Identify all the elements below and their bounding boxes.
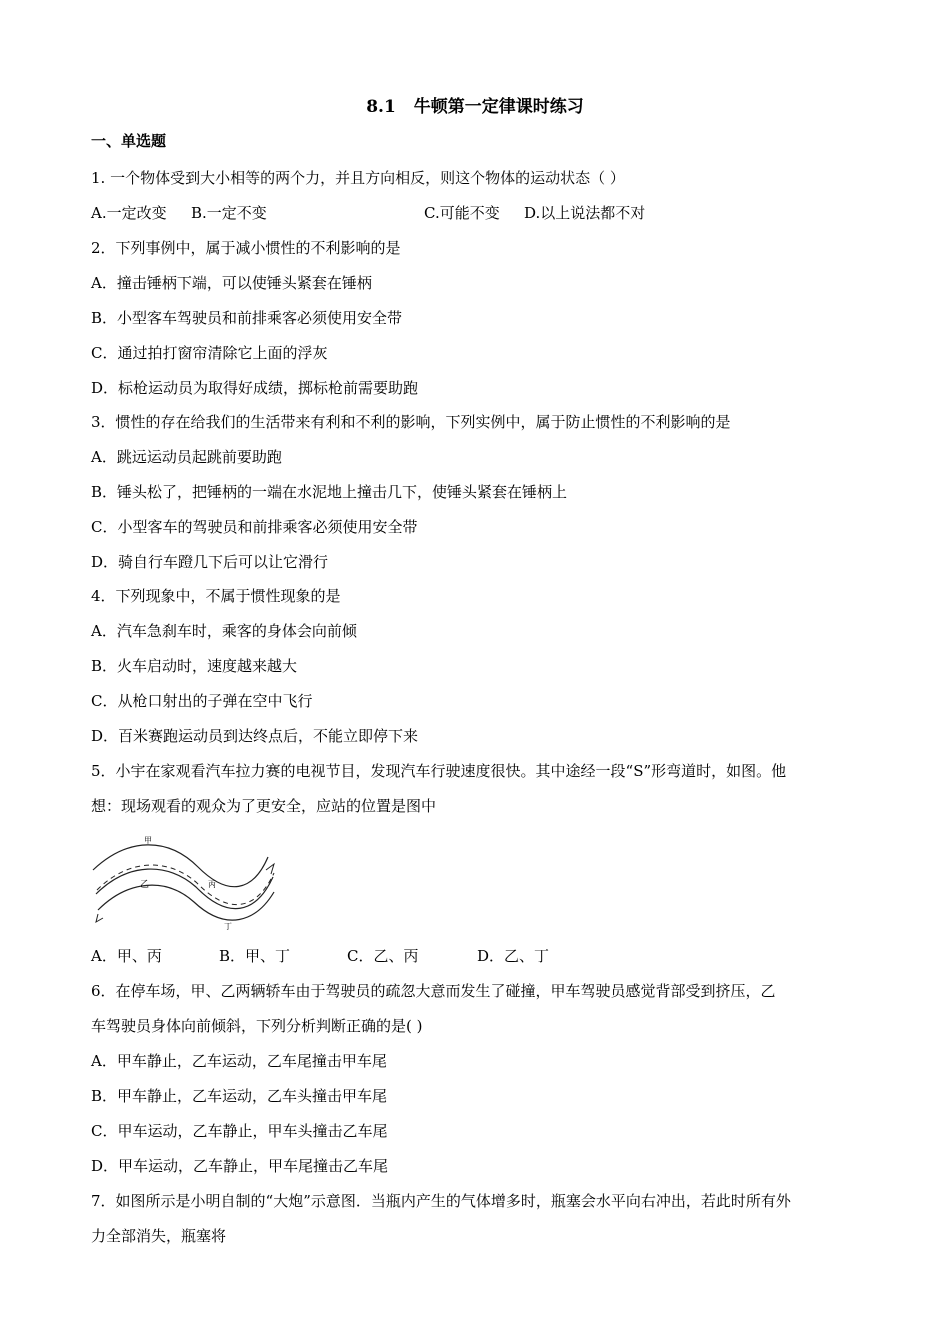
q4-option-d: D．百米赛跑运动员到达终点后，不能立即停下来 bbox=[91, 727, 419, 745]
q6-stem-line2: 车驾驶员身体向前倾斜，下列分析判断正确的是( ) bbox=[91, 1017, 423, 1035]
q3-option-d: D．骑自行车蹬几下后可以让它滑行 bbox=[91, 553, 329, 571]
label-bing: 丙 bbox=[208, 880, 216, 889]
q4-option-c: C．从枪口射出的子弹在空中飞行 bbox=[91, 692, 313, 710]
label-yi: 乙 bbox=[140, 880, 150, 890]
q2-option-d: D．标枪运动员为取得好成绩，掷标枪前需要助跑 bbox=[91, 379, 419, 397]
page-title bbox=[0, 92, 950, 117]
q1-option-d: D.以上说法都不对 bbox=[524, 204, 646, 222]
q1-option-b: B.一定不变 bbox=[191, 204, 267, 222]
q6-option-a: A．甲车静止，乙车运动，乙车尾撞击甲车尾 bbox=[91, 1052, 387, 1070]
q5-stem-line1: 5．小宇在家观看汽车拉力赛的电视节目，发现汽车行驶速度很快。其中途经一段“S”形弯道时，如图。他 bbox=[91, 762, 787, 780]
label-ding: 丁 bbox=[224, 922, 232, 931]
q5-option-b: B．甲、丁 bbox=[219, 947, 291, 965]
title-text: 牛顿第一定律课时练习 bbox=[413, 97, 584, 117]
q4-stem: 4．下列现象中，不属于惯性现象的是 bbox=[91, 587, 341, 605]
q3-stem: 3．惯性的存在给我们的生活带来有利和不利的影响，下列实例中，属于防止惯性的不利影响的是 bbox=[91, 413, 731, 431]
q5-stem-line2: 想：现场观看的观众为了更安全，应站的位置是图中 bbox=[91, 797, 437, 815]
q4-option-a: A．汽车急刹车时，乘客的身体会向前倾 bbox=[91, 622, 357, 640]
q1-options bbox=[91, 203, 645, 223]
q1-option-a: A.一定改变 bbox=[91, 204, 167, 222]
q5-option-d: D．乙、丁 bbox=[477, 947, 550, 965]
q1-stem: 1. 一个物体受到大小相等的两个力，并且方向相反，则这个物体的运动状态（ ） bbox=[91, 169, 625, 187]
title-number: 8.1 bbox=[366, 97, 396, 117]
q2-option-a: A．撞击锤柄下端，可以使锤头紧套在锤柄 bbox=[91, 274, 372, 292]
q5-option-a: A．甲、丙 bbox=[91, 947, 162, 965]
s-curve-road-figure bbox=[88, 832, 278, 932]
section-heading: 一、单选题 bbox=[91, 132, 167, 150]
q6-option-d: D．甲车运动，乙车静止，甲车尾撞击乙车尾 bbox=[91, 1157, 389, 1175]
label-jia: 甲 bbox=[144, 836, 152, 845]
q2-stem: 2．下列事例中，属于减小惯性的不利影响的是 bbox=[91, 239, 401, 257]
q5-option-c: C．乙、丙 bbox=[347, 947, 419, 965]
q4-option-b: B．火车启动时，速度越来越大 bbox=[91, 657, 298, 675]
q1-option-c: C.可能不变 bbox=[424, 204, 500, 222]
q2-option-b: B．小型客车驾驶员和前排乘客必须使用安全带 bbox=[91, 309, 403, 327]
q6-option-c: C．甲车运动，乙车静止，甲车头撞击乙车尾 bbox=[91, 1122, 388, 1140]
q5-options bbox=[91, 946, 549, 966]
q6-stem-line1: 6．在停车场，甲、乙两辆轿车由于驾驶员的疏忽大意而发生了碰撞，甲车驾驶员感觉背部受到挤压，乙 bbox=[91, 982, 776, 1000]
q2-option-c: C．通过拍打窗帘清除它上面的浮灰 bbox=[91, 344, 328, 362]
q7-stem-line1: 7．如图所示是小明自制的“大炮”示意图．当瓶内产生的气体增多时，瓶塞会水平向右冲出，若此时所有外 bbox=[91, 1192, 791, 1210]
q3-option-b: B．锤头松了，把锤柄的一端在水泥地上撞击几下，使锤头紧套在锤柄上 bbox=[91, 483, 568, 501]
q6-option-b: B．甲车静止，乙车运动，乙车头撞击甲车尾 bbox=[91, 1087, 388, 1105]
q3-option-a: A．跳远运动员起跳前要助跑 bbox=[91, 448, 282, 466]
q7-stem-line2: 力全部消失，瓶塞将 bbox=[91, 1227, 227, 1245]
q3-option-c: C．小型客车的驾驶员和前排乘客必须使用安全带 bbox=[91, 518, 418, 536]
